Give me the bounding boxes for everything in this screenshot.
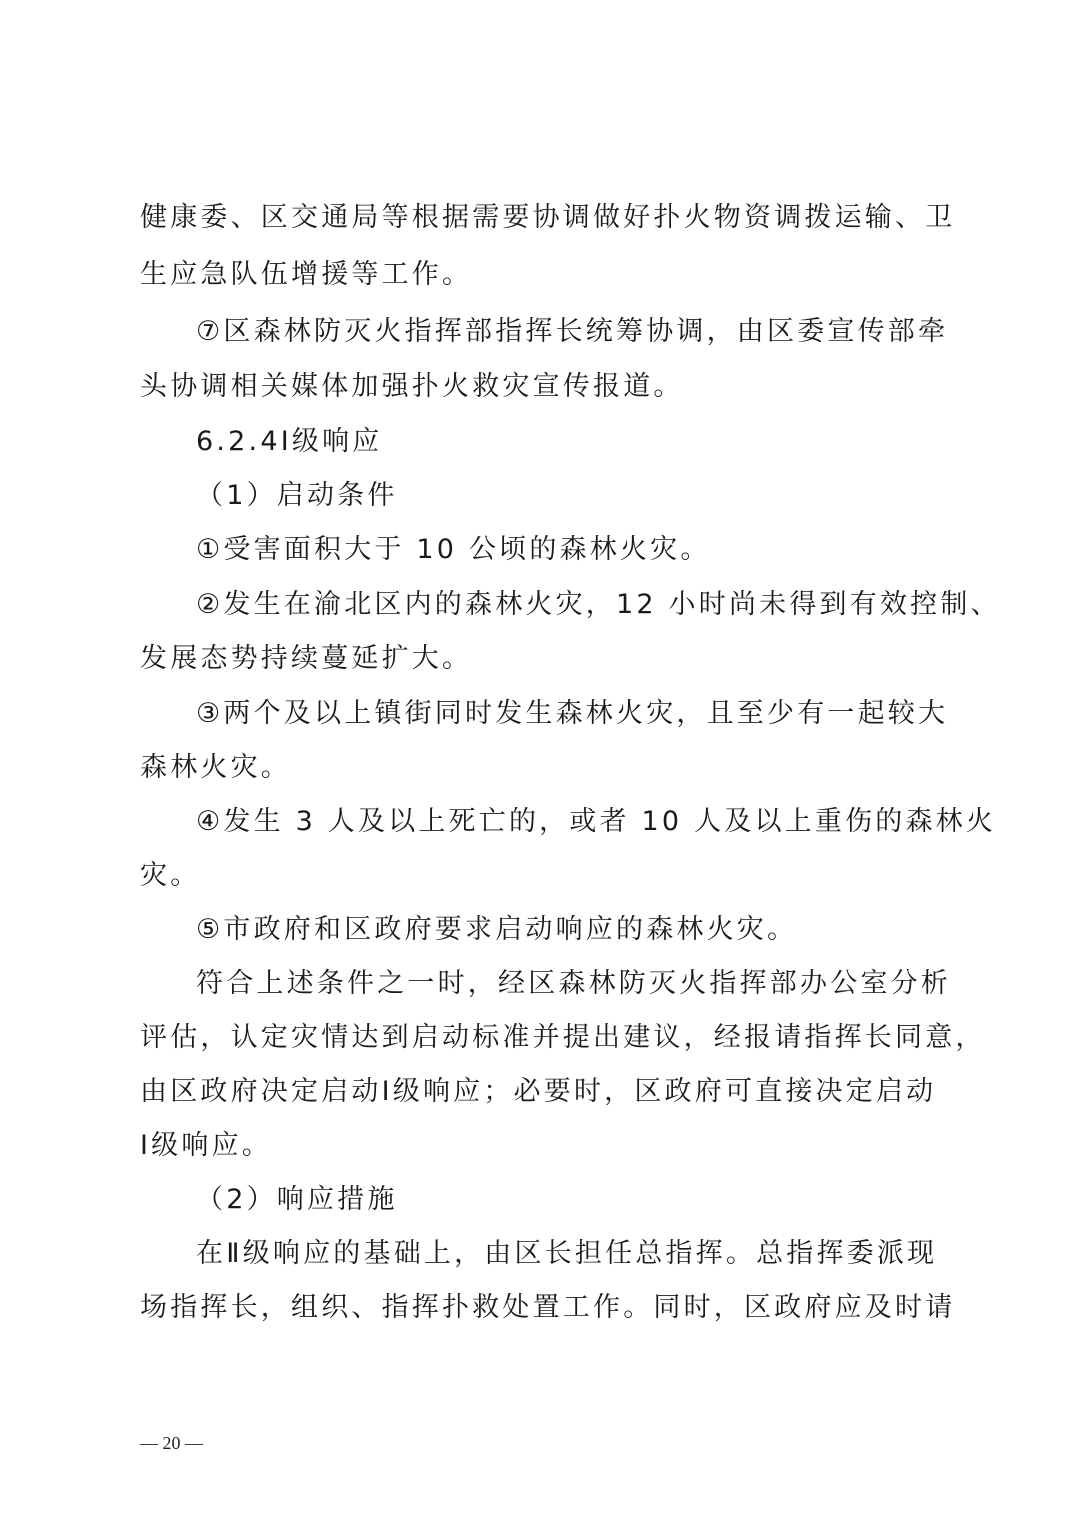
body-line: 评估，认定灾情达到启动标准并提出建议，经报请指挥长同意，	[140, 1022, 986, 1053]
body-line: ⑦区森林防灭火指挥部指挥长统筹协调，由区委宣传部牵	[196, 316, 949, 347]
body-line: ②发生在渝北区内的森林火灾，12 小时尚未得到有效控制、	[196, 589, 1001, 620]
body-line: 场指挥长，组织、指挥扑救处置工作。同时，区政府应及时请	[140, 1292, 956, 1323]
page-number: — 20 —	[140, 1433, 203, 1453]
body-line: ①受害面积大于 10 公顷的森林火灾。	[196, 534, 711, 565]
body-line: Ⅰ级响应。	[140, 1130, 272, 1161]
body-line: 在Ⅱ级响应的基础上，由区长担任总指挥。总指挥委派现	[196, 1238, 938, 1269]
body-line: 生应急队伍增援等工作。	[140, 259, 473, 290]
body-line: 头协调相关媒体加强扑火救灾宣传报道。	[140, 371, 684, 402]
body-line: 灾。	[140, 860, 201, 891]
body-line: ④发生 3 人及以上死亡的，或者 10 人及以上重伤的森林火	[196, 806, 997, 837]
section-heading: 6.2.4Ⅰ级响应	[196, 426, 383, 457]
body-line: ⑤市政府和区政府要求启动响应的森林火灾。	[196, 914, 798, 945]
body-line: ③两个及以上镇街同时发生森林火灾，且至少有一起较大	[196, 698, 949, 729]
body-line: 由区政府决定启动Ⅰ级响应；必要时，区政府可直接决定启动	[140, 1076, 937, 1107]
body-line: 符合上述条件之一时，经区森林防灭火指挥部办公室分析	[196, 968, 951, 999]
body-line: 森林火灾。	[140, 752, 291, 783]
subsection-heading: （1）启动条件	[196, 480, 398, 511]
body-line: 健康委、区交通局等根据需要协调做好扑火物资调拨运输、卫	[140, 202, 956, 233]
subsection-heading: （2）响应措施	[196, 1184, 398, 1215]
body-line: 发展态势持续蔓延扩大。	[140, 643, 473, 674]
